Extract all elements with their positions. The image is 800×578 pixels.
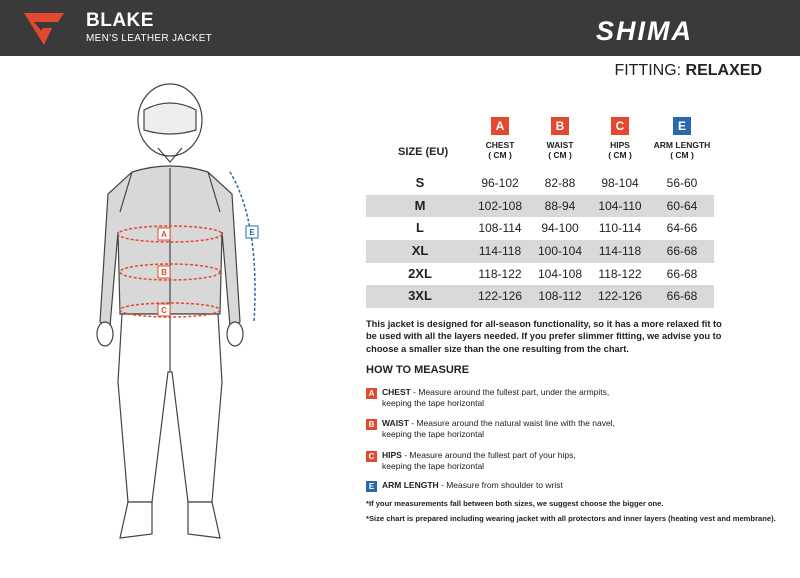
- chest-column-header: [470, 117, 530, 160]
- hips-cell: 122-126: [597, 289, 643, 304]
- svg-text:C: C: [161, 306, 167, 315]
- measure-text-line2: keeping the tape horizontal: [382, 429, 485, 439]
- table-row: [366, 195, 714, 218]
- chest-cell: 118-122: [478, 266, 522, 281]
- hips-cell: 114-118: [598, 244, 642, 259]
- column-name: ARM LENGTH: [653, 140, 711, 150]
- hips-cell: 118-122: [598, 266, 642, 281]
- size-cell: S: [415, 175, 425, 190]
- product-title: BLAKE: [86, 10, 154, 31]
- measure-name: ARM LENGTH: [382, 480, 439, 490]
- measure-name: WAIST: [382, 418, 409, 428]
- size-cell: 3XL: [408, 288, 432, 304]
- waist-cell: 82-88: [544, 176, 576, 190]
- table-row: [366, 172, 714, 195]
- table-row: [366, 240, 714, 263]
- svg-text:B: B: [161, 268, 167, 277]
- table-row: [366, 263, 714, 286]
- arm-cell: 60-64: [666, 198, 698, 213]
- product-subtitle: MEN'S LEATHER JACKET: [86, 33, 213, 44]
- waist-cell: 108-112: [538, 289, 582, 304]
- measure-text: - Measure from shoulder to wrist: [438, 480, 563, 490]
- table-row: [366, 285, 714, 308]
- hips-column-header: [590, 117, 650, 160]
- fitting-key: FITTING:: [614, 62, 682, 79]
- body-measurement-figure: [72, 82, 292, 572]
- badge-c: C: [366, 451, 377, 462]
- footnote-size-between: *If your measurements fall between both sizes, we suggest choose the bigger one.: [366, 499, 664, 508]
- column-name: WAIST: [546, 140, 574, 150]
- hips-cell: 104-110: [598, 198, 642, 213]
- badge-a: A: [366, 388, 377, 399]
- fitting-label: [614, 62, 762, 80]
- chest-cell: 96-102: [481, 176, 519, 190]
- size-cell: XL: [411, 243, 429, 259]
- fitting-value: RELAXED: [685, 62, 762, 79]
- size-column-header: SIZE (EU): [398, 146, 449, 158]
- measure-text: - Measure around the fullest part, under the armpits,: [410, 387, 610, 397]
- table-header: [366, 112, 714, 172]
- chest-cell: 108-114: [478, 221, 522, 236]
- column-name: HIPS: [610, 140, 630, 150]
- header-bar: [0, 0, 800, 56]
- arm-cell: 64-66: [666, 221, 698, 236]
- size-cell: L: [416, 220, 424, 236]
- waist-cell: 100-104: [537, 244, 583, 259]
- chest-cell: 114-118: [478, 244, 522, 259]
- size-cell: 2XL: [408, 265, 432, 281]
- column-unit: ( CM ): [548, 150, 572, 160]
- measure-text: - Measure around the natural waist line with the navel,: [408, 418, 615, 428]
- how-to-measure-title: HOW TO MEASURE: [366, 364, 470, 376]
- footnote-layers: *Size chart is prepared including wearing jacket with all protectors and inner layers (heating vest and membrane).: [366, 514, 776, 523]
- badge-e: E: [673, 117, 691, 135]
- waist-cell: 88-94: [544, 198, 576, 213]
- arm-cell: 66-68: [666, 266, 698, 281]
- chest-cell: 122-126: [477, 289, 523, 304]
- measure-name: HIPS: [382, 450, 402, 460]
- column-unit: ( CM ): [670, 150, 694, 160]
- svg-text:E: E: [249, 228, 255, 237]
- badge-a: A: [491, 117, 509, 135]
- measure-text-line2: keeping the tape horizontal: [382, 398, 485, 408]
- size-table: [366, 112, 714, 308]
- badge-c: C: [611, 117, 629, 135]
- measure-text-line2: keeping the tape horizontal: [382, 461, 485, 471]
- column-unit: ( CM ): [488, 150, 512, 160]
- badge-b: B: [551, 117, 569, 135]
- badge-b: B: [366, 419, 377, 430]
- hips-cell: 110-114: [598, 221, 642, 236]
- shima-wing-logo-icon: [22, 9, 66, 49]
- waist-column-header: [530, 117, 590, 160]
- brand-logo: SHIMA: [596, 16, 693, 46]
- waist-cell: 94-100: [541, 221, 579, 236]
- measure-name: CHEST: [382, 387, 411, 397]
- chest-cell: 102-108: [477, 198, 523, 213]
- column-unit: ( CM ): [608, 150, 632, 160]
- badge-e: E: [366, 481, 377, 492]
- svg-text:A: A: [161, 230, 167, 239]
- fit-note: This jacket is designed for all-season functionality, so it has a more relaxed fit to be used with all the layers needed. If you prefer slimmer fitting, we advise you to choose a smaller size than the one resulting from the chart.: [366, 319, 722, 354]
- size-cell: M: [414, 197, 426, 213]
- waist-cell: 104-108: [537, 266, 583, 281]
- column-name: CHEST: [485, 140, 515, 150]
- table-row: [366, 217, 714, 240]
- arm-cell: 66-68: [666, 289, 698, 304]
- arm-cell: 56-60: [666, 176, 698, 190]
- hips-cell: 98-104: [601, 176, 639, 190]
- measure-text: - Measure around the fullest part of your hips,: [401, 450, 576, 460]
- arm-column-header: [652, 117, 712, 160]
- arm-cell: 66-68: [666, 244, 698, 259]
